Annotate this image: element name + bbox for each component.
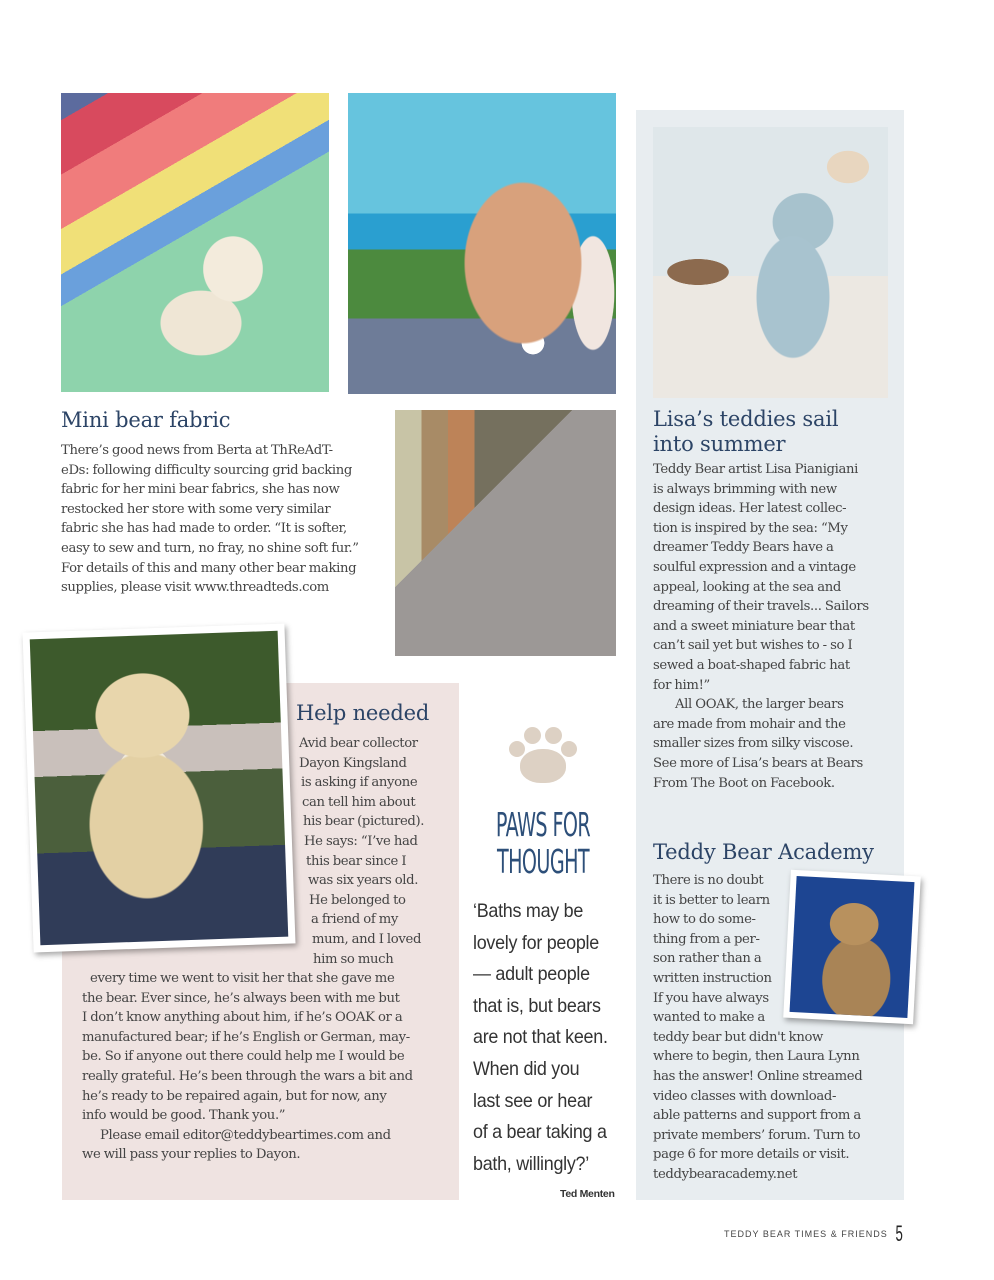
quote-line: When did you xyxy=(473,1057,580,1080)
body-line: this bear since I xyxy=(306,853,407,869)
old-teddy-photo xyxy=(30,631,289,945)
body-line: is always brimming with new xyxy=(653,481,837,497)
body-line: manufactured bear; if he’s English or German, may- xyxy=(82,1029,410,1045)
help-needed-heading: Help needed xyxy=(296,701,430,725)
body-line: we will pass your replies to Dayon. xyxy=(82,1147,301,1163)
body-line: be. So if anyone out there could help me I would be xyxy=(82,1049,405,1065)
help-needed-body-wide xyxy=(82,969,413,1165)
body-line: If you have always xyxy=(653,990,769,1006)
body-line: From The Boot on Facebook. xyxy=(653,775,835,791)
mini-bear-fabric-heading: Mini bear fabric xyxy=(61,408,231,432)
body-line: easy to sew and turn, no fray, no shine soft fur.” xyxy=(61,540,359,556)
body-line: Please email editor@teddybeartimes.com and xyxy=(100,1127,391,1143)
body-line: written instruction xyxy=(653,970,772,986)
quote-attribution: Ted Menten xyxy=(560,1188,615,1200)
help-needed-body-narrow xyxy=(299,734,424,969)
body-line: smaller sizes from silky viscose. xyxy=(653,736,854,752)
body-line: sewed a boat-shaped fabric hat xyxy=(653,657,850,673)
body-line: video classes with download- xyxy=(653,1088,837,1104)
body-line: was six years old. xyxy=(308,873,419,889)
body-line: a friend of my xyxy=(311,912,398,928)
title-line: PAWS FOR xyxy=(495,805,591,844)
body-line: can tell him about xyxy=(302,794,416,810)
body-line: There’s good news from Berta at ThReAdT- xyxy=(61,443,333,458)
quote-line: of a bear taking a xyxy=(473,1121,607,1144)
body-line: dreamer Teddy Bears have a xyxy=(653,540,834,556)
body-line: tion is inspired by the sea: “My xyxy=(653,520,848,536)
quote-line: lovely for people xyxy=(473,931,599,954)
quote-line: last see or hear xyxy=(473,1089,593,1112)
body-line: really grateful. He’s been through the wars a bit and xyxy=(82,1068,413,1084)
body-line: See more of Lisa’s bears at Bears xyxy=(653,755,863,771)
body-line: every time we went to visit her that she gave me xyxy=(90,971,395,986)
body-line: Teddy Bear artist Lisa Pianigiani xyxy=(653,462,859,477)
body-line: able patterns and support from a xyxy=(653,1108,861,1124)
body-line: appeal, looking at the sea and xyxy=(653,579,842,595)
body-line: the bear. Ever since, he’s always been with me but xyxy=(82,990,400,1006)
body-line: has the answer! Online streamed xyxy=(653,1068,863,1084)
body-line: soulful expression and a vintage xyxy=(653,559,856,575)
body-line: for him!” xyxy=(653,677,710,693)
quote-line: that is, but bears xyxy=(473,994,601,1017)
body-line: All OOAK, the larger bears xyxy=(675,697,844,713)
heading-line: Lisa’s teddies sail xyxy=(653,407,839,431)
mini-bear-fabric-body xyxy=(61,441,359,598)
quote-line: — adult people xyxy=(473,963,590,986)
title-line: THOUGHT xyxy=(496,842,590,881)
lisa-bear-photo xyxy=(653,127,888,398)
body-line: He belonged to xyxy=(309,892,406,908)
body-line: teddybearacademy.net xyxy=(653,1166,798,1182)
page-number: 5 xyxy=(895,1221,903,1246)
body-line: Dayon Kingsland xyxy=(299,755,407,771)
body-line: are made from mohair and the xyxy=(653,716,846,732)
quote-line: are not that keen. xyxy=(473,1026,608,1049)
body-line: I don’t know anything about him, if he’s OOAK or a xyxy=(82,1010,403,1026)
body-line: For details of this and many other bear making xyxy=(61,560,357,576)
body-line: him so much xyxy=(313,951,394,967)
body-line: He says: “I’ve had xyxy=(304,833,418,849)
body-line: fabric for her mini bear fabrics, she has now xyxy=(61,482,340,498)
body-line: his bear (pictured). xyxy=(303,814,425,830)
body-line: There is no doubt xyxy=(653,873,764,888)
body-line: and a sweet miniature bear that xyxy=(653,618,855,634)
quote-line: ‘Baths may be xyxy=(473,900,584,922)
body-line: teddy bear but didn't know xyxy=(653,1029,823,1045)
old-teddy-photo-frame xyxy=(22,624,295,953)
fabric-swatch-photo xyxy=(395,410,616,656)
body-line: he’s ready to be repaired again, but for now, any xyxy=(82,1088,387,1104)
quote-line: bath, willingly?’ xyxy=(473,1152,589,1175)
heading-line: into summer xyxy=(653,432,786,456)
body-line: son rather than a xyxy=(653,951,762,967)
body-line: can’t sail yet but wishes to - so I xyxy=(653,638,853,654)
body-line: how to do some- xyxy=(653,912,756,928)
body-line: wanted to make a xyxy=(653,1010,765,1026)
body-line: mum, and I loved xyxy=(312,931,422,947)
body-line: private members’ forum. Turn to xyxy=(653,1127,861,1143)
body-line: it is better to learn xyxy=(653,892,770,908)
body-line: Avid bear collector xyxy=(299,736,418,751)
lisas-teddies-heading xyxy=(653,407,838,457)
bunny-photo xyxy=(348,93,616,394)
lisas-teddies-body xyxy=(653,460,869,793)
teddy-bear-academy-heading: Teddy Bear Academy xyxy=(653,840,874,864)
body-line: page 6 for more details or visit. xyxy=(653,1147,850,1163)
body-line: eDs: following difficulty sourcing grid backing xyxy=(61,462,353,478)
publication-name: TEDDY BEAR TIMES & FRIENDS xyxy=(724,1229,888,1239)
body-line: info would be good. Thank you.” xyxy=(82,1108,286,1124)
body-line: where to begin, then Laura Lynn xyxy=(653,1049,860,1065)
body-line: restocked her store with some very similar xyxy=(61,501,331,517)
body-line: fabric she has had made to order. “It is softer, xyxy=(61,521,347,537)
body-line: is asking if anyone xyxy=(301,775,418,791)
paw-print-icon xyxy=(507,725,579,785)
paws-for-thought-title xyxy=(491,806,595,880)
body-line: thing from a per- xyxy=(653,931,760,947)
paws-for-thought-quote xyxy=(473,896,619,1180)
body-line: dreaming of their travels... Sailors xyxy=(653,599,869,615)
body-line: design ideas. Her latest collec- xyxy=(653,501,847,517)
mini-bear-photo xyxy=(61,93,329,392)
body-line: supplies, please visit www.threadteds.com xyxy=(61,580,329,596)
teddy-bear-academy-body xyxy=(653,871,862,1185)
